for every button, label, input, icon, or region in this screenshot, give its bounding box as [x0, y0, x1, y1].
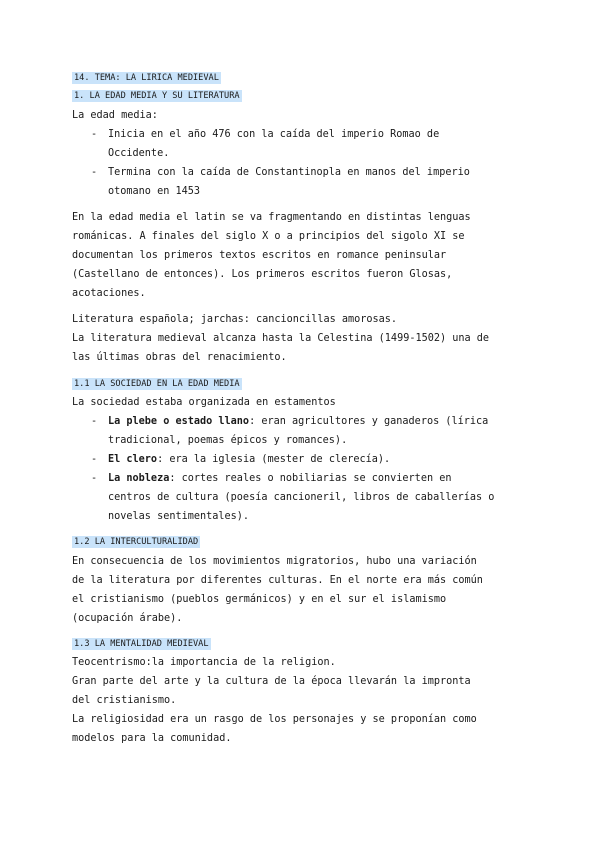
- section-1-2-line-2: de la literatura por diferentes culturas. En el norte era más común: [72, 575, 483, 586]
- bullet-dash: -: [91, 473, 98, 484]
- bullet-dash: -: [91, 454, 98, 465]
- section-1-3-line-3: del cristianismo.: [72, 695, 177, 706]
- para1-line-1: En la edad media el latin se va fragmentando en distintas lenguas: [72, 212, 471, 223]
- section-1-3-line-1: Teocentrismo:la importancia de la religion.: [72, 657, 336, 668]
- para2-line-3: las últimas obras del renacimiento.: [72, 352, 287, 363]
- section-1-heading: 1. LA EDAD MEDIA Y SU LITERATURA: [74, 91, 240, 101]
- bullet-dash: -: [91, 167, 98, 178]
- estamento-plebe: La plebe o estado llano: eran agricultores y ganaderos (lírica: [108, 416, 489, 427]
- estamento-nobleza-cont-2: novelas sentimentales).: [108, 511, 250, 522]
- section-1-3-heading: 1.3 LA MENTALIDAD MEDIEVAL: [74, 639, 209, 649]
- para1-line-2: románicas. A finales del siglo X o a principios del sigolo XI se: [72, 231, 465, 242]
- estamento-nobleza: La nobleza: cortes reales o nobiliarias se convierten en: [108, 473, 452, 484]
- bullet-dash: -: [91, 129, 98, 140]
- para1-line-3: documentan los primeros textos escritos en romance peninsular: [72, 250, 447, 261]
- section-1-2-line-4: (ocupación árabe).: [72, 613, 183, 624]
- para2-line-2: La literatura medieval alcanza hasta la Celestina (1499-1502) una de: [72, 333, 490, 344]
- section-1-3-line-4: La religiosidad era un rasgo de los personajes y se proponían como: [72, 714, 477, 725]
- para1-line-4: (Castellano de entonces). Los primeros escritos fueron Glosas,: [72, 269, 453, 280]
- section-1-1-heading: 1.1 LA SOCIEDAD EN LA EDAD MEDIA: [74, 379, 240, 389]
- estamento-clero: El clero: era la iglesia (mester de clerecía).: [108, 454, 391, 465]
- bullet-1-line-1: Inicia en el año 476 con la caída del imperio Romao de: [108, 129, 440, 140]
- bullet-2-line-1: Termina con la caída de Constantinopla en manos del imperio: [108, 167, 470, 178]
- section-1-intro: La edad media:: [72, 110, 158, 121]
- section-1-2-heading: 1.2 LA INTERCULTURALIDAD: [74, 537, 199, 547]
- estamento-plebe-cont: tradicional, poemas épicos y romances).: [108, 435, 348, 446]
- para2-line-1: Literatura española; jarchas: cancioncillas amorosas.: [72, 314, 398, 325]
- estamento-nobleza-cont-1: centros de cultura (poesía cancioneril, libros de caballerías o: [108, 492, 495, 503]
- section-1-3-line-5: modelos para la comunidad.: [72, 733, 232, 744]
- para1-line-5: acotaciones.: [72, 288, 146, 299]
- section-1-2-line-1: En consecuencia de los movimientos migratorios, hubo una variación: [72, 556, 477, 567]
- bullet-2-line-2: otomano en 1453: [108, 186, 201, 197]
- bullet-dash: -: [91, 416, 98, 427]
- bullet-1-line-2: Occidente.: [108, 148, 170, 159]
- document-heading: 14. TEMA: LA LIRICA MEDIEVAL: [74, 73, 219, 83]
- section-1-1-intro: La sociedad estaba organizada en estamentos: [72, 397, 336, 408]
- section-1-2-line-3: el cristianismo (pueblos germánicos) y en el sur el islamismo: [72, 594, 447, 605]
- section-1-3-line-2: Gran parte del arte y la cultura de la época llevarán la impronta: [72, 676, 471, 687]
